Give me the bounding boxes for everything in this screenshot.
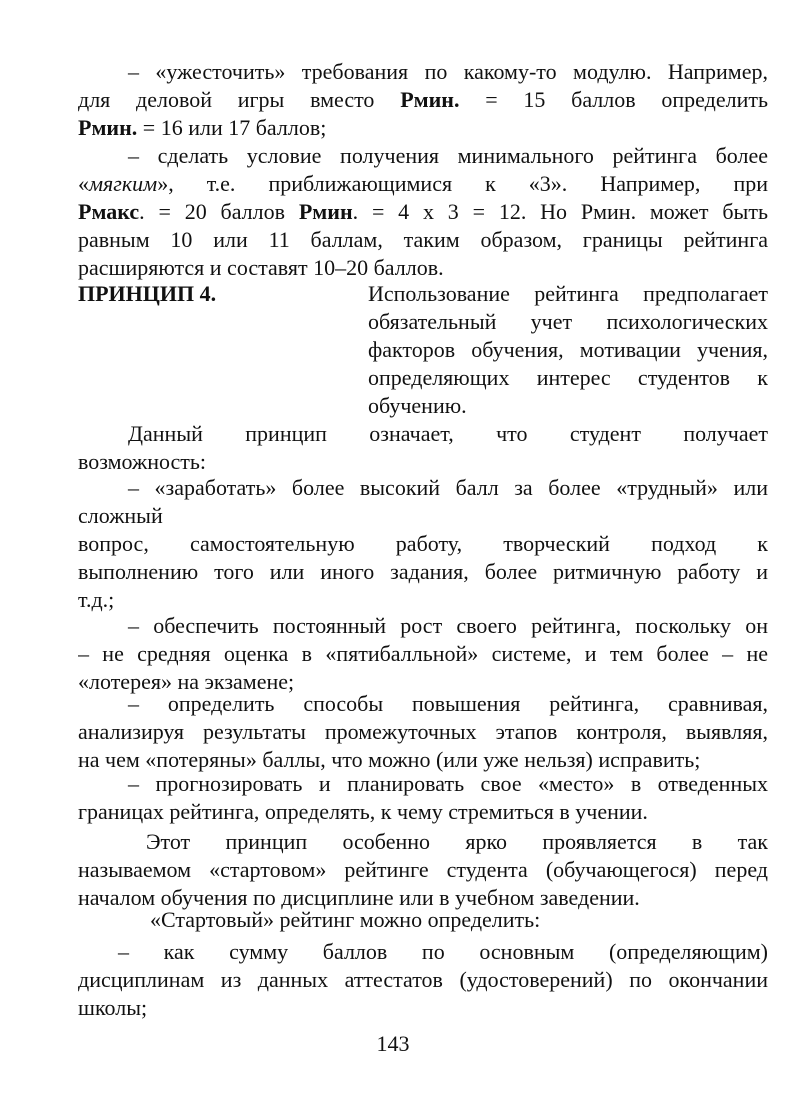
text-line: на чем «потеряны» баллы, что можно (или уже нельзя) исправить; (78, 747, 701, 772)
text-line: называемом «стартовом» рейтинге студента (обучающегося) перед (78, 857, 768, 882)
paragraph-improvement-methods (78, 690, 768, 774)
text-line: для деловой игры вместо Рмин. = 15 баллов определить (78, 87, 768, 112)
text-line: обязательный учет психологических (368, 309, 768, 334)
paragraph-earn-higher-score (78, 474, 768, 614)
text-line: Этот принцип особенно ярко проявляется в так (146, 829, 768, 854)
text-line: Рмин. = 16 или 17 баллов; (78, 115, 327, 140)
text-line: – не средняя оценка в «пятибалльной» системе, и тем более – не (78, 641, 768, 666)
text-line: границах рейтинга, определять, к чему стремиться в учении. (78, 799, 648, 824)
text-line: «мягким», т.е. приближающимися к «3». Например, при (78, 171, 768, 196)
principle-heading: ПРИНЦИП 4. (78, 281, 217, 306)
paragraph-starting-rating (78, 828, 768, 912)
text-line: Использование рейтинга предполагает (368, 281, 768, 306)
paragraph-soft-condition (78, 142, 768, 282)
text-line: обучению. (368, 393, 467, 418)
text-line: – прогнозировать и планировать свое «место» в отведенных (128, 771, 768, 796)
text-line: – «ужесточить» требования по какому-то модулю. Например, (128, 59, 768, 84)
text-line: дисциплинам из данных аттестатов (удостоверений) по окончании (78, 967, 768, 992)
text-line: – «заработать» более высокий балл за более «трудный» или (128, 475, 768, 500)
text-line: Рмакс. = 20 баллов Рмин. = 4 х 3 = 12. Но Рмин. может быть (78, 199, 768, 224)
text-line: возможность: (78, 449, 207, 474)
text-line: «Стартовый» рейтинг можно определить: (150, 907, 541, 932)
paragraph-tighten-requirements (78, 58, 768, 142)
text-line: определяющих интерес студентов к (368, 365, 768, 390)
paragraph-forecast-place (78, 770, 768, 826)
text-line: – определить способы повышения рейтинга, сравнивая, (128, 691, 768, 716)
principle-4-block (78, 280, 768, 420)
page-number: 143 (376, 1031, 410, 1056)
text-line: «лотерея» на экзамене; (78, 669, 295, 694)
text-line: расширяются и составят 10–20 баллов. (78, 255, 444, 280)
principle-description (368, 280, 768, 420)
text-line: равным 10 или 11 баллам, таким образом, границы рейтинга (78, 227, 768, 252)
text-line: – сделать условие получения минимального рейтинга более (128, 143, 768, 168)
text-line: – как сумму баллов по основным (определяющим) (118, 939, 768, 964)
text-line: вопрос, самостоятельную работу, творческий подход к (78, 531, 768, 556)
paragraph-starting-rating-definition (78, 906, 768, 934)
text-line: школы; (78, 995, 148, 1020)
text-line: – обеспечить постоянный рост своего рейтинга, поскольку он (128, 613, 768, 638)
text-line: сложный (78, 503, 163, 528)
text-line: анализируя результаты промежуточных этапов контроля, выявляя, (78, 719, 768, 744)
text-line: факторов обучения, мотивации учения, (368, 337, 768, 362)
text-line: началом обучения по дисциплине или в учебном заведении. (78, 885, 640, 910)
paragraph-principle-meaning (78, 420, 768, 476)
paragraph-constant-growth (78, 612, 768, 696)
paragraph-sum-of-scores (78, 938, 768, 1022)
text-line: т.д.; (78, 587, 115, 612)
text-line: Данный принцип означает, что студент получает (128, 421, 768, 446)
text-line: выполнению того или иного задания, более ритмичную работу и (78, 559, 768, 584)
